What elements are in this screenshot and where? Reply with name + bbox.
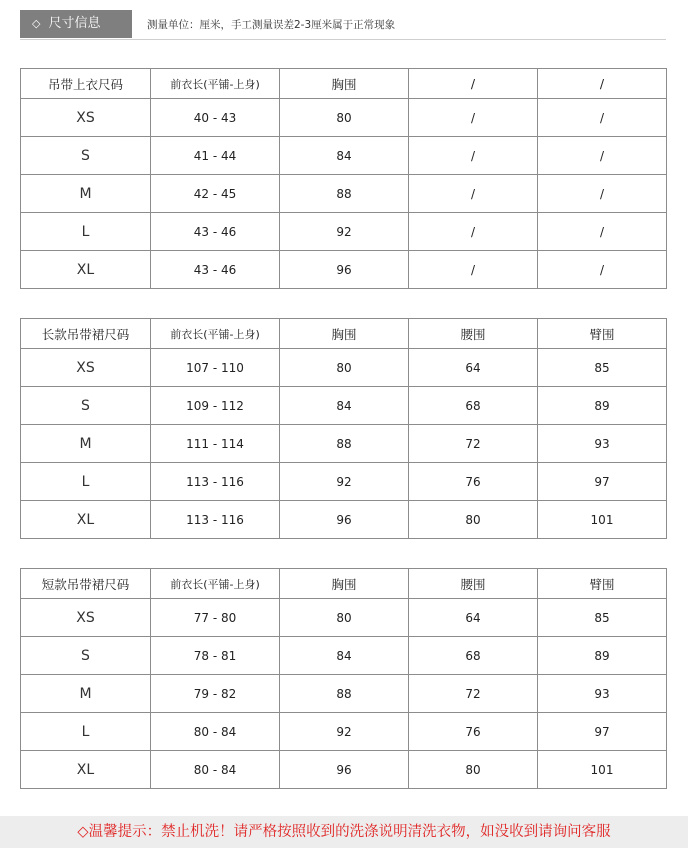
table-row xyxy=(21,349,667,387)
table-cell: 77 - 80 xyxy=(151,599,280,637)
table-row xyxy=(21,251,667,289)
header-cell: 吊带上衣尺码 xyxy=(21,69,151,99)
table-cell: 68 xyxy=(409,637,538,675)
size-code-cell: S xyxy=(21,637,151,675)
table-row xyxy=(21,501,667,539)
table-cell: 76 xyxy=(409,463,538,501)
table-cell: 92 xyxy=(280,213,409,251)
header-cell: 臂围 xyxy=(538,569,667,599)
table-cell: 85 xyxy=(538,599,667,637)
size-code-cell: XL xyxy=(21,251,151,289)
table-cell: 89 xyxy=(538,637,667,675)
size-table-tops xyxy=(20,68,667,289)
header-cell: 臂围 xyxy=(538,319,667,349)
table-cell: 107 - 110 xyxy=(151,349,280,387)
table-row xyxy=(21,175,667,213)
header-cell: 胸围 xyxy=(280,319,409,349)
section-title-badge xyxy=(20,10,132,38)
size-code-cell: M xyxy=(21,175,151,213)
table-cell: 84 xyxy=(280,137,409,175)
table-cell: 109 - 112 xyxy=(151,387,280,425)
table-cell: 80 xyxy=(409,501,538,539)
table-cell: / xyxy=(538,175,667,213)
table-cell: 72 xyxy=(409,675,538,713)
header-cell: 前衣长(平铺-上身) xyxy=(151,69,280,99)
table-cell: 113 - 116 xyxy=(151,501,280,539)
table-cell: 93 xyxy=(538,675,667,713)
table-cell: 96 xyxy=(280,751,409,789)
table-cell: 78 - 81 xyxy=(151,637,280,675)
table-cell: 72 xyxy=(409,425,538,463)
size-code-cell: L xyxy=(21,463,151,501)
table-cell: 97 xyxy=(538,463,667,501)
size-code-cell: XS xyxy=(21,599,151,637)
table-cell: 41 - 44 xyxy=(151,137,280,175)
table-row xyxy=(21,713,667,751)
table-cell: / xyxy=(409,137,538,175)
header-cell: 腰围 xyxy=(409,569,538,599)
table-row xyxy=(21,387,667,425)
table-row xyxy=(21,213,667,251)
table-row xyxy=(21,599,667,637)
table-cell: 80 - 84 xyxy=(151,751,280,789)
header-cell: 前衣长(平铺-上身) xyxy=(151,569,280,599)
table-cell: 80 - 84 xyxy=(151,713,280,751)
table-row xyxy=(21,99,667,137)
table-row xyxy=(21,637,667,675)
table-cell: 101 xyxy=(538,501,667,539)
table-row xyxy=(21,137,667,175)
size-code-cell: XS xyxy=(21,349,151,387)
size-code-cell: M xyxy=(21,675,151,713)
table-header-row xyxy=(21,569,667,599)
size-code-cell: L xyxy=(21,713,151,751)
table-cell: / xyxy=(409,175,538,213)
diamond-icon: ◇ xyxy=(32,17,41,30)
table-cell: 96 xyxy=(280,251,409,289)
table-cell: 93 xyxy=(538,425,667,463)
size-code-cell: L xyxy=(21,213,151,251)
table-cell: / xyxy=(538,251,667,289)
table-cell: 40 - 43 xyxy=(151,99,280,137)
table-cell: 92 xyxy=(280,713,409,751)
table-cell: 84 xyxy=(280,637,409,675)
table-cell: 92 xyxy=(280,463,409,501)
table-cell: 101 xyxy=(538,751,667,789)
table-cell: 43 - 46 xyxy=(151,213,280,251)
size-code-cell: XL xyxy=(21,751,151,789)
table-cell: / xyxy=(538,213,667,251)
size-code-cell: XL xyxy=(21,501,151,539)
header-cell: 长款吊带裙尺码 xyxy=(21,319,151,349)
header-cell: / xyxy=(409,69,538,99)
table-row xyxy=(21,751,667,789)
table-cell: 80 xyxy=(280,349,409,387)
table-cell: / xyxy=(409,213,538,251)
table-cell: / xyxy=(538,137,667,175)
table-cell: 96 xyxy=(280,501,409,539)
table-cell: 85 xyxy=(538,349,667,387)
header-cell: 短款吊带裙尺码 xyxy=(21,569,151,599)
table-row xyxy=(21,675,667,713)
section-header xyxy=(20,10,666,40)
care-tip-banner: ◇温馨提示：禁止机洗！请严格按照收到的洗涤说明清洗衣物，如没收到请询问客服 xyxy=(0,816,688,848)
size-code-cell: S xyxy=(21,137,151,175)
table-cell: 68 xyxy=(409,387,538,425)
table-cell: 88 xyxy=(280,425,409,463)
table-cell: 43 - 46 xyxy=(151,251,280,289)
table-cell: / xyxy=(409,99,538,137)
table-cell: / xyxy=(538,99,667,137)
table-cell: 42 - 45 xyxy=(151,175,280,213)
table-cell: 80 xyxy=(409,751,538,789)
size-code-cell: XS xyxy=(21,99,151,137)
header-cell: 前衣长(平铺-上身) xyxy=(151,319,280,349)
table-cell: 80 xyxy=(280,599,409,637)
table-cell: / xyxy=(409,251,538,289)
table-row xyxy=(21,425,667,463)
header-cell: / xyxy=(538,69,667,99)
size-table-short-dress xyxy=(20,568,667,789)
table-cell: 88 xyxy=(280,175,409,213)
table-cell: 113 - 116 xyxy=(151,463,280,501)
section-title: 尺寸信息 xyxy=(48,16,101,31)
table-cell: 111 - 114 xyxy=(151,425,280,463)
header-divider xyxy=(20,39,666,40)
table-cell: 80 xyxy=(280,99,409,137)
size-table-long-dress xyxy=(20,318,667,539)
table-cell: 97 xyxy=(538,713,667,751)
header-cell: 腰围 xyxy=(409,319,538,349)
table-cell: 88 xyxy=(280,675,409,713)
measurement-note: 测量单位：厘米，手工测量误差2-3厘米属于正常现象 xyxy=(147,19,396,31)
size-code-cell: S xyxy=(21,387,151,425)
table-header-row xyxy=(21,319,667,349)
table-cell: 64 xyxy=(409,599,538,637)
header-cell: 胸围 xyxy=(280,569,409,599)
table-header-row xyxy=(21,69,667,99)
table-row xyxy=(21,463,667,501)
table-cell: 79 - 82 xyxy=(151,675,280,713)
header-cell: 胸围 xyxy=(280,69,409,99)
size-code-cell: M xyxy=(21,425,151,463)
table-cell: 89 xyxy=(538,387,667,425)
table-cell: 64 xyxy=(409,349,538,387)
table-cell: 76 xyxy=(409,713,538,751)
table-cell: 84 xyxy=(280,387,409,425)
